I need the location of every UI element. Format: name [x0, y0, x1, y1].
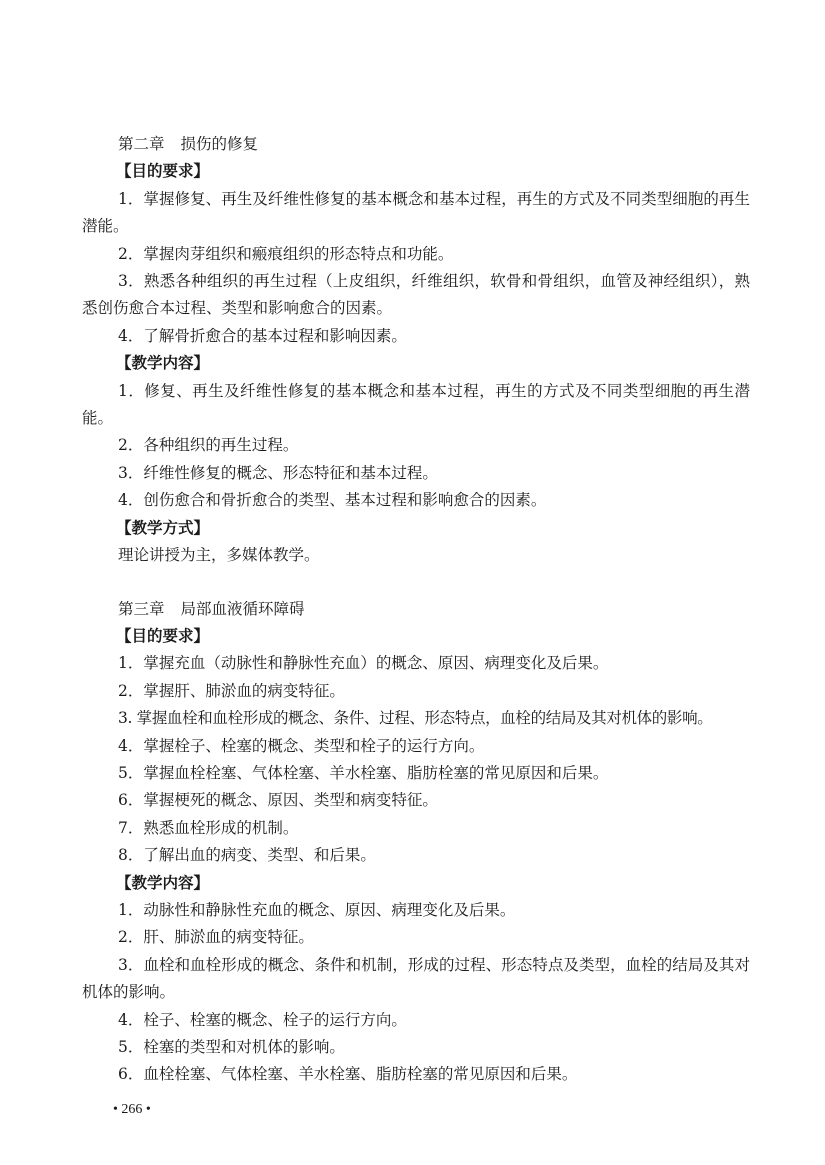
chapter-3-objectives-heading: 【目的要求】 [116, 626, 210, 645]
chapter-2-method-heading: 【教学方式】 [116, 518, 210, 537]
chapter-2-content-2: 2．各种组织的再生过程。 [118, 436, 299, 455]
chapter-3-content-6: 6．血栓栓塞、气体栓塞、羊水栓塞、脂肪栓塞的常见原因和后果。 [118, 1065, 578, 1084]
chapter-3-objective-1: 1．掌握充血（动脉性和静脉性充血）的概念、原因、病理变化及后果。 [118, 654, 609, 673]
chapter-2-number: 第二章 [118, 135, 165, 153]
chapter-2-objective-3: 3．熟悉各种组织的再生过程（上皮组织，纤维组织，软骨和骨组织，血管及神经组织），熟悉创伤愈合本过程、类型和影响愈合的因素。 [82, 272, 750, 318]
chapter-3-objective-3: 3. 掌握血栓和血栓形成的概念、条件、过程、形态特点，血栓的结局及其对机体的影响。 [118, 709, 713, 728]
page-number: • 266 • [113, 1102, 151, 1117]
document-page [82, 131, 750, 1089]
chapter-3-objective-8: 8．了解出血的病变、类型、和后果。 [118, 846, 376, 865]
chapter-3-content-3: 3．血栓和血栓形成的概念、条件和机制，形成的过程、形态特点及类型，血栓的结局及其对机体的影响。 [82, 955, 750, 1002]
chapter-3-content-1: 1．动脉性和静脉性充血的概念、原因、病理变化及后果。 [118, 900, 516, 919]
chapter-2-heading [82, 131, 750, 158]
chapter-3-heading [82, 596, 750, 623]
chapter-2-content-4: 4．创伤愈合和骨折愈合的类型、基本过程和影响愈合的因素。 [118, 491, 547, 510]
chapter-3-objective-6: 6．掌握梗死的概念、原因、类型和病变特征。 [118, 791, 438, 810]
chapter-2-content-heading: 【教学内容】 [116, 354, 210, 373]
chapter-2-objective-4: 4．了解骨折愈合的基本过程和影响因素。 [118, 326, 407, 345]
chapter-3-objective-4: 4．掌握栓子、栓塞的概念、类型和栓子的运行方向。 [118, 736, 485, 755]
chapter-3-title: 局部血液循环障碍 [180, 599, 305, 618]
chapter-2-objective-2: 2．掌握肉芽组织和瘢痕组织的形态特点和功能。 [118, 244, 454, 263]
chapter-3-content-heading: 【教学内容】 [116, 873, 210, 892]
chapter-2-content-3: 3．纤维性修复的概念、形态特征和基本过程。 [118, 463, 438, 482]
chapter-2-objective-1: 1．掌握修复、再生及纤维性修复的基本概念和基本过程，再生的方式及不同类型细胞的再生潜能。 [82, 189, 750, 236]
chapter-3-objective-7: 7．熟悉血栓形成的机制。 [118, 818, 299, 837]
chapter-3-number: 第三章 [118, 599, 165, 618]
chapter-2-method-text: 理论讲授为主，多媒体教学。 [118, 546, 320, 565]
chapter-3-objective-5: 5．掌握血栓栓塞、气体栓塞、羊水栓塞、脂肪栓塞的常见原因和后果。 [118, 763, 609, 782]
chapter-gap [82, 570, 750, 596]
chapter-3-content-5: 5．栓塞的类型和对机体的影响。 [118, 1038, 345, 1056]
chapter-2-objectives-heading: 【目的要求】 [116, 162, 210, 181]
chapter-3-objective-2: 2．掌握肝、肺淤血的病变特征。 [118, 681, 345, 700]
chapter-2-content-1: 1．修复、再生及纤维性修复的基本概念和基本过程，再生的方式及不同类型细胞的再生潜能。 [82, 381, 750, 428]
chapter-3-content-2: 2．肝、肺淤血的病变特征。 [118, 928, 314, 947]
chapter-3-content-4: 4．栓子、栓塞的概念、栓子的运行方向。 [118, 1010, 407, 1029]
chapter-2-title: 损伤的修复 [180, 135, 259, 153]
